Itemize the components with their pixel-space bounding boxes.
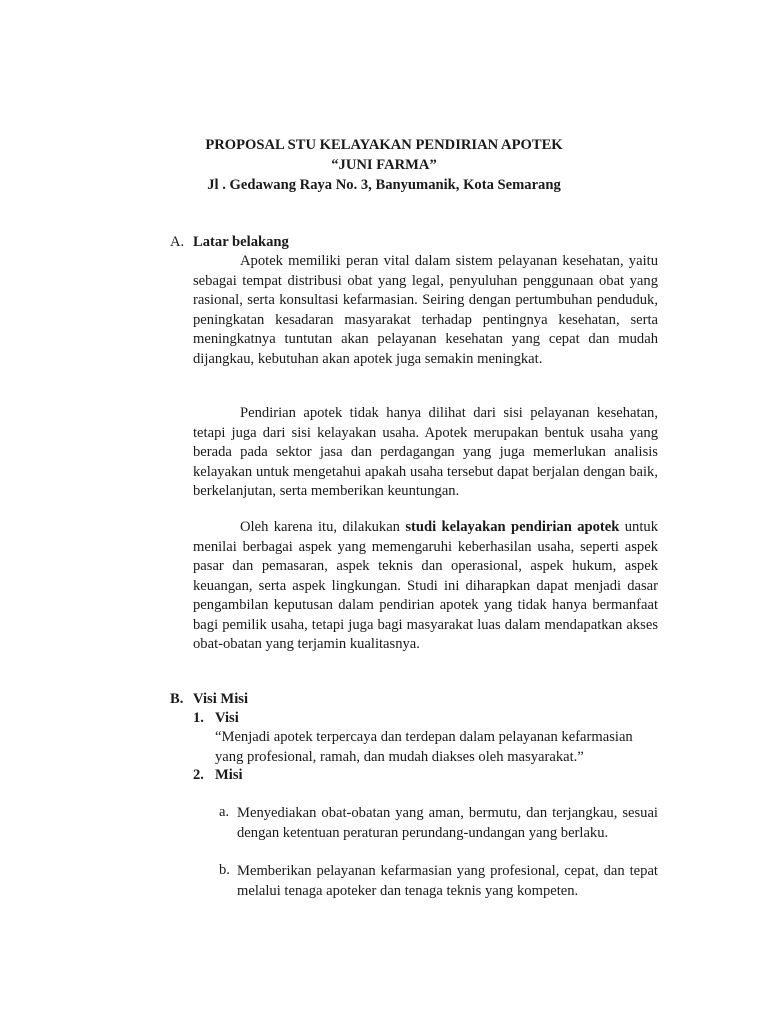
misi-item-a-marker: a. (219, 804, 230, 820)
section-b-title: Visi Misi (193, 691, 248, 707)
visi-text: “Menjadi apotek terpercaya dan terdepan dalam pelayanan kefarmasian yang profesional, ramah, dan mudah diakses oleh masyarakat.” (215, 729, 633, 765)
background-paragraph-3 (193, 518, 658, 655)
section-b-marker: B. (170, 691, 184, 707)
pharmacy-address: Jl . Gedawang Raya No. 3, Banyumanik, Kota Semarang (207, 177, 561, 193)
paragraph-3-end: untuk menilai berbagai aspek yang memengaruhi keberhasilan usaha, seperti aspek pasar dan pemasaran, aspek teknis dan operasional, aspek hukum, aspek keuangan, serta aspek lingkungan. Studi ini diharapkan dapat menjadi dasar pengambilan keputusan dalam pendirian apotek yang tidak hanya bermanfaat bagi pemilik usaha, tetapi juga bagi masyarakat luas dalam mendapatkan akses obat-obatan yang terjamin kualitasnya. (193, 519, 658, 652)
misi-item-b-marker: b. (219, 862, 230, 878)
paragraph-3-start: Oleh karena itu, dilakukan (240, 519, 406, 535)
visi-title: Visi (215, 710, 239, 726)
visi-marker: 1. (193, 710, 204, 726)
document-header (0, 135, 768, 195)
misi-marker: 2. (193, 767, 204, 783)
background-paragraph-1: Apotek memiliki peran vital dalam sistem pelayanan kesehatan, yaitu sebagai tempat distribusi obat yang legal, penyuluhan penggunaan obat yang rasional, serta konsultasi kefarmasian. Seiring dengan pertumbuhan penduduk, peningkatan kesadaran masyarakat terhadap pentingnya kesehatan, serta meningkatnya tuntutan akan pelayanan kesehatan yang cepat dan mudah dijangkau, kebutuhan akan apotek juga semakin meningkat. (193, 253, 658, 367)
background-paragraph-2: Pendirian apotek tidak hanya dilihat dari sisi pelayanan kesehatan, tetapi juga dari sisi kelayakan usaha. Apotek merupakan bentuk usaha yang berada pada sektor jasa dan perdagangan yang juga memerlukan analisis kelayakan untuk mengetahui apakah usaha tersebut dapat berjalan dengan baik, berkelanjutan, serta memberikan keuntungan. (193, 405, 658, 499)
paragraph-3-bold: studi kelayakan pendirian apotek (405, 519, 620, 535)
misi-item-a-text: Menyediakan obat-obatan yang aman, bermutu, dan terjangkau, sesuai dengan ketentuan peraturan perundang-undangan yang berlaku. (237, 805, 658, 841)
section-a-title: Latar belakang (193, 234, 289, 250)
misi-title: Misi (215, 767, 243, 783)
document-title: PROPOSAL STU KELAYAKAN PENDIRIAN APOTEK (205, 137, 563, 153)
misi-item-b-text: Memberikan pelayanan kefarmasian yang profesional, cepat, dan tepat melalui tenaga apoteker dan tenaga teknis yang kompeten. (237, 863, 658, 899)
section-a-marker: A. (170, 234, 185, 250)
pharmacy-name: “JUNI FARMA” (331, 157, 437, 173)
